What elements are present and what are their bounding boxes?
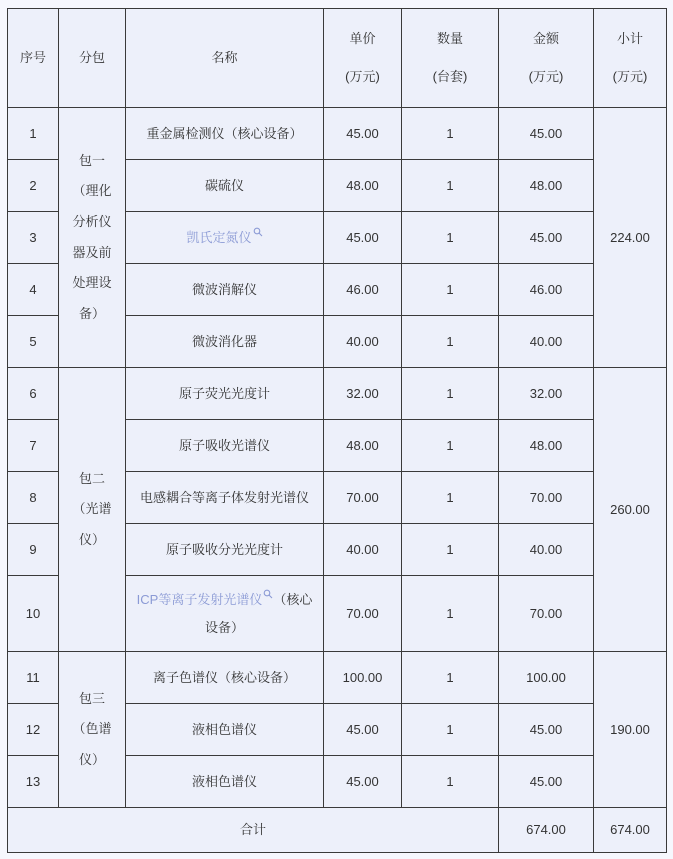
package-subtotal: 224.00	[594, 108, 667, 368]
item-name	[126, 576, 324, 652]
row-no: 5	[8, 316, 59, 368]
quantity: 1	[402, 576, 499, 652]
unit-price: 100.00	[324, 652, 402, 704]
item-name: 微波消化器	[126, 316, 324, 368]
row-no: 9	[8, 524, 59, 576]
unit-price: 70.00	[324, 472, 402, 524]
unit-price: 46.00	[324, 264, 402, 316]
item-name	[126, 212, 324, 264]
item-name: 碳硫仪	[126, 160, 324, 212]
amount: 32.00	[499, 368, 594, 420]
item-name-suffix: （核心设备）	[204, 592, 313, 635]
amount: 48.00	[499, 420, 594, 472]
col-header-no: 序号	[8, 9, 59, 108]
unit-price: 48.00	[324, 160, 402, 212]
quantity: 1	[402, 212, 499, 264]
amount: 40.00	[499, 524, 594, 576]
unit-price: 45.00	[324, 108, 402, 160]
package-subtotal: 190.00	[594, 652, 667, 808]
search-icon[interactable]	[253, 227, 263, 237]
row-no: 8	[8, 472, 59, 524]
quantity: 1	[402, 524, 499, 576]
quantity: 1	[402, 160, 499, 212]
package-cell: 包一（理化分析仪器及前处理设备）	[59, 108, 126, 368]
col-header-unit-price: 单价 (万元)	[324, 9, 402, 108]
package-cell: 包二（光谱仪）	[59, 368, 126, 652]
item-name: 原子吸收光谱仪	[126, 420, 324, 472]
quantity: 1	[402, 368, 499, 420]
quantity: 1	[402, 420, 499, 472]
quantity: 1	[402, 108, 499, 160]
unit-price: 40.00	[324, 316, 402, 368]
table-row	[8, 652, 667, 704]
row-no: 11	[8, 652, 59, 704]
procurement-price-table	[7, 8, 667, 853]
amount: 46.00	[499, 264, 594, 316]
amount: 100.00	[499, 652, 594, 704]
unit-price: 32.00	[324, 368, 402, 420]
amount: 70.00	[499, 472, 594, 524]
unit-price: 45.00	[324, 756, 402, 808]
unit-price: 45.00	[324, 704, 402, 756]
unit-price: 40.00	[324, 524, 402, 576]
item-name: 液相色谱仪	[126, 704, 324, 756]
item-name: 微波消解仪	[126, 264, 324, 316]
item-name: 电感耦合等离子体发射光谱仪	[126, 472, 324, 524]
total-amount: 674.00	[499, 808, 594, 853]
total-subtotal: 674.00	[594, 808, 667, 853]
unit-price: 45.00	[324, 212, 402, 264]
total-label: 合计	[8, 808, 499, 853]
item-link[interactable]: 凯氏定氮仪	[186, 229, 252, 245]
table-row	[8, 108, 667, 160]
amount: 45.00	[499, 212, 594, 264]
col-header-amount: 金额 (万元)	[499, 9, 594, 108]
header-row	[8, 9, 667, 108]
quantity: 1	[402, 472, 499, 524]
amount: 48.00	[499, 160, 594, 212]
row-no: 12	[8, 704, 59, 756]
package-subtotal: 260.00	[594, 368, 667, 652]
amount: 45.00	[499, 756, 594, 808]
row-no: 10	[8, 576, 59, 652]
col-header-qty: 数量 (台套)	[402, 9, 499, 108]
quantity: 1	[402, 652, 499, 704]
col-header-package: 分包	[59, 9, 126, 108]
row-no: 1	[8, 108, 59, 160]
amount: 70.00	[499, 576, 594, 652]
item-name: 原子荧光光度计	[126, 368, 324, 420]
item-name: 重金属检测仪（核心设备）	[126, 108, 324, 160]
total-row	[8, 808, 667, 853]
col-header-subtotal: 小计 (万元)	[594, 9, 667, 108]
quantity: 1	[402, 316, 499, 368]
item-name: 原子吸收分光光度计	[126, 524, 324, 576]
item-link[interactable]: ICP等离子发射光谱仪	[136, 592, 263, 608]
row-no: 6	[8, 368, 59, 420]
col-header-name: 名称	[126, 9, 324, 108]
unit-price: 48.00	[324, 420, 402, 472]
row-no: 7	[8, 420, 59, 472]
unit-price: 70.00	[324, 576, 402, 652]
amount: 45.00	[499, 704, 594, 756]
quantity: 1	[402, 704, 499, 756]
row-no: 13	[8, 756, 59, 808]
row-no: 2	[8, 160, 59, 212]
search-icon[interactable]	[263, 589, 273, 599]
item-name: 液相色谱仪	[126, 756, 324, 808]
amount: 45.00	[499, 108, 594, 160]
item-name: 离子色谱仪（核心设备）	[126, 652, 324, 704]
row-no: 3	[8, 212, 59, 264]
row-no: 4	[8, 264, 59, 316]
quantity: 1	[402, 264, 499, 316]
quantity: 1	[402, 756, 499, 808]
package-cell: 包三（色谱仪）	[59, 652, 126, 808]
table-row	[8, 368, 667, 420]
amount: 40.00	[499, 316, 594, 368]
